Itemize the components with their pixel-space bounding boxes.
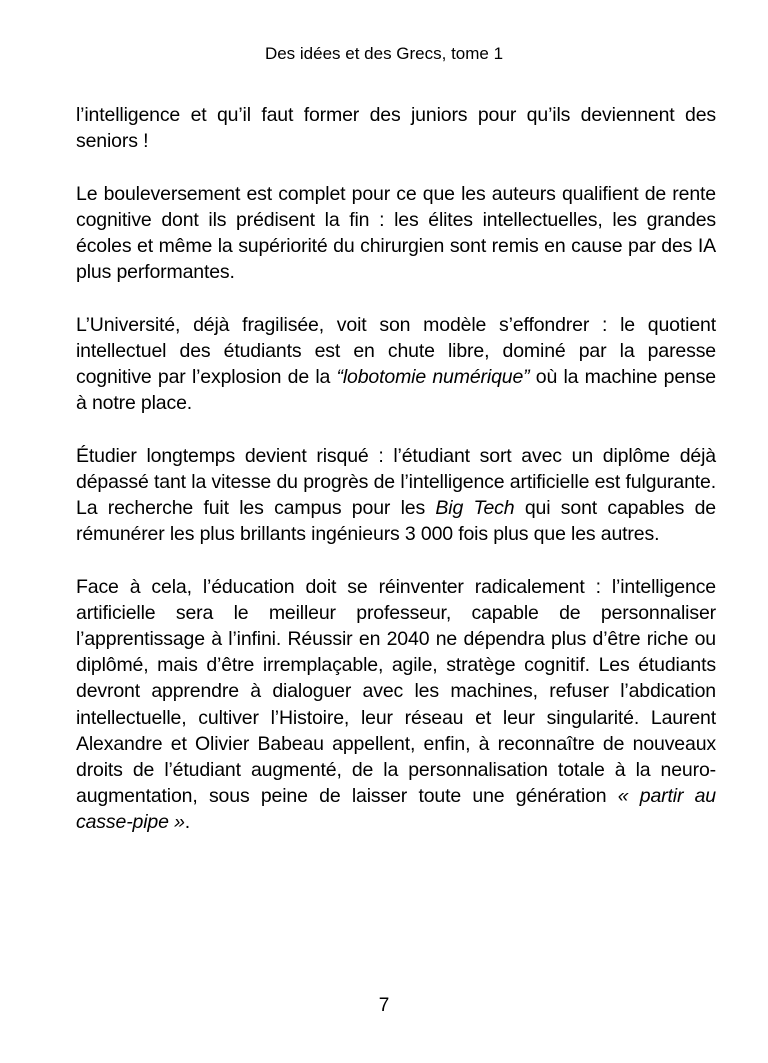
paragraph-3-emphasis: “lobotomie numérique” xyxy=(336,366,530,388)
paragraph-3-after: où la machine pense à notre place. xyxy=(76,366,716,415)
paragraph-3 xyxy=(76,312,716,417)
paragraph-4-before: Étudier longtemps devient risqué : l’étudiant sort avec un diplôme déjà dépassé tant la vitesse du progrès de l’intelligence artificielle est fulgurante. La recherche fuit les campus pour les xyxy=(76,444,716,519)
paragraph-5 xyxy=(76,574,716,836)
paragraph-2-text: Le bouleversement est complet pour ce que les auteurs qualifient de rente cognitive dont ils prédisent la fin : les élites intellectuelles, les grandes écoles et même la supériorité du chirurgien sont remis en cause par des IA plus performantes. xyxy=(76,182,716,284)
paragraph-4 xyxy=(76,443,716,548)
paragraph-5-emphasis: « partir au casse-pipe » xyxy=(76,785,716,834)
paragraph-4-emphasis: Big Tech xyxy=(435,497,515,519)
running-header: Des idées et des Grecs, tome 1 xyxy=(264,44,504,63)
page-number: 7 xyxy=(378,995,390,1016)
paragraph-2 xyxy=(76,181,716,286)
paragraph-3-before: L’Université, déjà fragilisée, voit son modèle s’effondrer : le quotient intellectuel des étudiants est en chute libre, dominé par la paresse cognitive par l’explosion de la xyxy=(76,313,716,388)
paragraph-4-after: qui sont capables de rémunérer les plus brillants ingénieurs 3 000 fois plus que les autres. xyxy=(76,497,716,546)
paragraph-1 xyxy=(76,102,716,154)
paragraph-5-before: Face à cela, l’éducation doit se réinventer radicalement : l’intelligence artificielle sera le meilleur professeur, capable de personnaliser l’apprentissage à l’infini. Réussir en 2040 ne dépendra plus d’être riche ou diplômé, mais d’être irremplaçable, agile, stratège cognitif. Les étudiants devront apprendre à dialoguer avec les machines, refuser l’abdication intellectuelle, cultiver l’Histoire, leur réseau et leur singularité. Laurent Alexandre et Olivier Babeau appellent, enfin, à reconnaître de nouveaux droits de l’étudiant augmenté, de la personnalisation totale à la neuro-augmentation, sous peine de laisser toute une génération xyxy=(76,575,716,808)
paragraph-1-text: l’intelligence et qu’il faut former des juniors pour qu’ils deviennent des seniors ! xyxy=(76,104,716,153)
paragraph-5-after: . xyxy=(184,811,191,834)
body-text xyxy=(76,102,716,836)
